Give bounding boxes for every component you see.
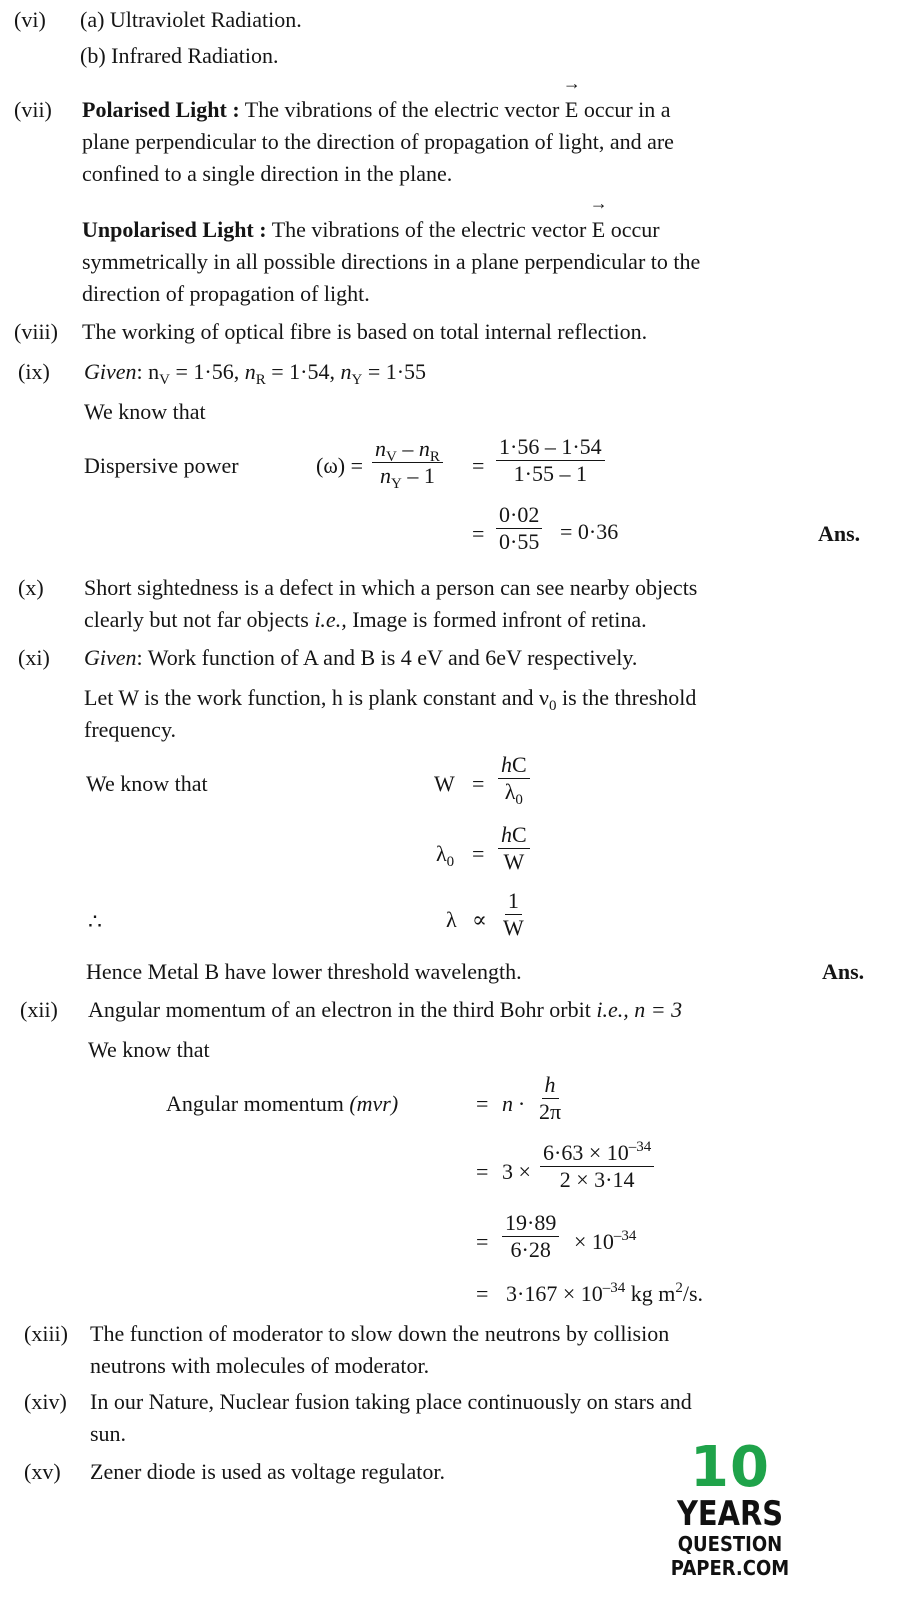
step2-prefix: 3 × — [502, 1159, 531, 1184]
omega-symbol: (ω) = — [316, 453, 364, 478]
xi-given: Given: Work function of A and B is 4 eV and 6eV respectively. — [84, 645, 638, 670]
equals-2: = — [472, 521, 485, 546]
polarised-line-2: plane perpendicular to the direction of propagation of light, and are — [82, 129, 674, 154]
step3-fraction: $\frac{19\cdot 89}{6\cdot 28}$ — [502, 1210, 559, 1263]
xi-conclusion: Hence Metal B have lower threshold wavelength. — [86, 959, 522, 984]
xv-answer: Zener diode is used as voltage regulator. — [90, 1459, 445, 1484]
electric-vector: → E — [562, 73, 581, 122]
eq3-fraction: $\frac{1}{W}$ — [503, 888, 524, 940]
unpolarised-line-2: symmetrically in all possible directions in a plane perpendicular to the — [82, 249, 701, 274]
xiii-line-1: The function of moderator to slow down the neutrons by collision — [90, 1321, 670, 1346]
eq1-lhs: W — [434, 771, 455, 796]
eq2-fraction: $\frac{hC}{W}$ — [498, 822, 530, 875]
xii-we-know: We know that — [88, 1037, 210, 1062]
logo-years: YEARS — [676, 1494, 784, 1534]
x-line-2: clearly but not far objects i.e., Image is formed infront of retina. — [84, 607, 647, 632]
item-number-vi: (vi) — [14, 7, 46, 32]
proportional-symbol: ∝ — [472, 907, 487, 932]
xi-line-2: Let W is the work function, h is plank constant and $\nu_0$ is the threshold — [84, 685, 697, 714]
dispersive-fraction: $\frac{0\cdot 02}{0\cdot 55}$ — [496, 502, 542, 555]
step2-fraction: $\frac{6\cdot 63 \times 10^{-34}}{2 \times 3\cdot 14}$ — [540, 1140, 654, 1193]
eq2-lhs: $\lambda_0$ — [436, 841, 455, 870]
xiii-line-2: neutrons with molecules of moderator. — [90, 1353, 430, 1378]
xi-ans-label: Ans. — [822, 959, 865, 984]
item-number-vii: (vii) — [14, 97, 52, 122]
site-logo — [615, 1435, 845, 1580]
dispersive-formula: $\frac{n_V - n_R}{n_Y - 1}$ — [372, 436, 443, 489]
therefore-symbol: ∴ — [88, 909, 102, 934]
electric-vector: → E — [589, 193, 608, 242]
unpolarised-title: Unpolarised Light : — [82, 217, 267, 242]
step3-power: × $10^{-34}$ — [574, 1228, 637, 1254]
h-over-2pi: $\frac{h}{2\pi}$ — [539, 1072, 562, 1124]
xii-equals-1: = — [476, 1091, 489, 1116]
xi-we-know: We know that — [86, 771, 208, 796]
ix-ans-label: Ans. — [818, 521, 861, 546]
xi-line-3: frequency. — [84, 717, 177, 742]
logo-ten: 10 — [690, 1435, 770, 1500]
equals-1: = — [472, 453, 485, 478]
item-number-xiv: (xiv) — [24, 1389, 67, 1414]
unpolarised-line-1: Unpolarised Light : The vibrations of the electric vector → E occur — [82, 214, 660, 246]
item-number-x: (x) — [18, 575, 44, 600]
item-number-xiii: (xiii) — [24, 1321, 68, 1346]
unpolarised-line-3: direction of propagation of light. — [82, 281, 370, 306]
xiv-line-1: In our Nature, Nuclear fusion taking place continuously on stars and — [90, 1389, 692, 1414]
xii-equals-2: = — [476, 1159, 489, 1184]
polarised-line-3: confined to a single direction in the plane. — [82, 161, 453, 186]
xiv-line-2: sun. — [90, 1421, 127, 1446]
eq1-fraction: $\frac{hC}{\lambda_0}$ — [498, 752, 530, 805]
dispersive-power-label: Dispersive power — [84, 453, 239, 478]
xii-line-1: Angular momentum of an electron in the third Bohr orbit i.e., n = 3 — [88, 997, 683, 1022]
angular-momentum-result: $3\cdot 167 \times 10^{-34}$ kg $m^2/s$. — [506, 1280, 704, 1306]
vi-answer-a: (a) Ultraviolet Radiation. — [80, 7, 302, 32]
item-number-xv: (xv) — [24, 1459, 61, 1484]
angular-momentum-label: Angular momentum (mvr) — [166, 1091, 399, 1116]
dispersive-result: = 0·36 — [560, 519, 619, 544]
eq3-lhs: λ — [446, 907, 457, 932]
polarised-title: Polarised Light : — [82, 97, 240, 122]
polarised-line-1: Polarised Light : The vibrations of the electric vector → E occur in a — [82, 94, 671, 126]
item-number-viii: (viii) — [14, 319, 58, 344]
n-dot: n · — [502, 1091, 524, 1116]
ix-given: Given: $n_V = 1\cdot 56$, $n_R = 1\cdot 54$, $n_Y = 1\cdot 55$ — [84, 359, 427, 388]
ix-we-know: We know that — [84, 399, 206, 424]
xii-equals-4: = — [476, 1281, 489, 1306]
eq2-equals: = — [472, 841, 485, 866]
logo-site: QUESTION PAPER.COM — [670, 1532, 790, 1580]
item-number-xii: (xii) — [20, 997, 58, 1022]
xii-equals-3: = — [476, 1229, 489, 1254]
eq1-equals: = — [472, 771, 485, 796]
x-line-1: Short sightedness is a defect in which a person can see nearby objects — [84, 575, 698, 600]
item-number-ix: (ix) — [18, 359, 50, 384]
vi-answer-b: (b) Infrared Radiation. — [80, 43, 279, 68]
item-number-xi: (xi) — [18, 645, 50, 670]
viii-answer: The working of optical fibre is based on total internal reflection. — [82, 319, 648, 344]
dispersive-substitution: $\frac{1\cdot 56 - 1\cdot 54}{1\cdot 55 - 1}$ — [496, 434, 605, 487]
